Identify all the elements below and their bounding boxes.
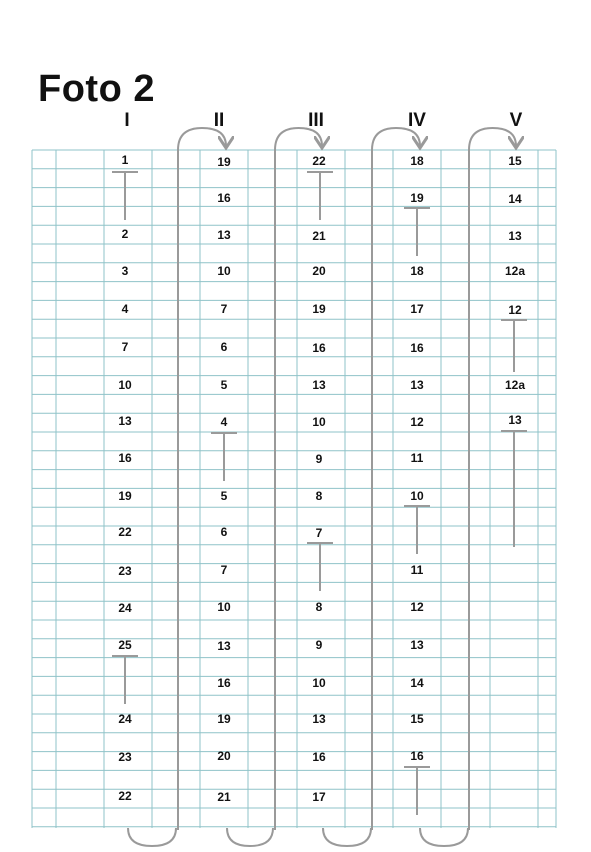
cell-value: 13 [217, 228, 231, 242]
cell-value: 21 [217, 790, 231, 804]
cell-value: 10 [410, 489, 424, 503]
column-header-3: III [308, 110, 324, 131]
cell-value: 12 [508, 303, 522, 317]
cell-value: 7 [220, 563, 228, 577]
cell-value: 5 [220, 378, 228, 392]
cell-value: 14 [508, 192, 522, 206]
cell-value: 18 [410, 264, 424, 278]
cell-value: 24 [118, 712, 132, 726]
column-bottom-connector [420, 828, 468, 846]
cell-value: 8 [315, 600, 323, 614]
cell-value: 7 [315, 526, 323, 540]
cell-value: 16 [312, 341, 326, 355]
cell-value: 4 [121, 302, 129, 316]
cell-value: 22 [312, 154, 326, 168]
cell-value: 13 [118, 414, 132, 428]
cell-value: 10 [312, 415, 326, 429]
cell-value: 19 [217, 712, 231, 726]
cell-value: 10 [118, 378, 132, 392]
cell-value: 19 [410, 191, 424, 205]
column-header-1: I [124, 110, 130, 131]
cell-value: 19 [217, 155, 231, 169]
cell-value: 11 [410, 451, 424, 465]
cell-value: 4 [220, 415, 228, 429]
cell-value: 23 [118, 564, 132, 578]
cell-value: 22 [118, 789, 132, 803]
cell-value: 8 [315, 489, 323, 503]
cell-value: 6 [220, 340, 228, 354]
cell-value: 15 [508, 154, 522, 168]
cell-value: 6 [220, 525, 228, 539]
cell-value: 11 [410, 563, 424, 577]
cell-value: 25 [118, 638, 132, 652]
cell-value: 9 [315, 638, 323, 652]
cell-value: 13 [410, 378, 424, 392]
cell-value: 10 [217, 600, 231, 614]
column-header-4: IV [408, 110, 426, 131]
cell-value: 9 [315, 452, 323, 466]
column-bottom-connector [128, 828, 176, 846]
cell-value: 17 [410, 302, 424, 316]
cell-value: 19 [118, 489, 132, 503]
cell-value: 2 [121, 227, 129, 241]
cell-value: 13 [312, 378, 326, 392]
cell-value: 20 [312, 264, 326, 278]
column-header-2: II [213, 110, 225, 131]
cell-value: 15 [410, 712, 424, 726]
cell-value: 3 [121, 264, 129, 278]
cell-value: 23 [118, 750, 132, 764]
page-title: Foto 2 [38, 68, 155, 110]
cell-value: 21 [312, 229, 326, 243]
cell-value: 20 [217, 749, 231, 763]
cell-value: 16 [312, 750, 326, 764]
cell-value: 12a [504, 378, 526, 392]
cell-value: 16 [118, 451, 132, 465]
cell-value: 12a [504, 264, 526, 278]
cell-value: 13 [410, 638, 424, 652]
cell-value: 22 [118, 525, 132, 539]
column-bottom-connector [227, 828, 273, 846]
cell-value: 7 [121, 340, 129, 354]
cell-value: 13 [508, 229, 522, 243]
cell-value: 19 [312, 302, 326, 316]
column-header-5: V [509, 110, 523, 131]
cell-value: 10 [217, 264, 231, 278]
cell-value: 10 [312, 676, 326, 690]
cell-value: 13 [508, 413, 522, 427]
cell-value: 12 [410, 415, 424, 429]
cell-value: 16 [217, 676, 231, 690]
cell-value: 7 [220, 302, 228, 316]
cell-value: 16 [410, 749, 424, 763]
cell-value: 13 [312, 712, 326, 726]
cell-value: 13 [217, 639, 231, 653]
column-bottom-connector [323, 828, 371, 846]
cell-value: 17 [312, 790, 326, 804]
cell-value: 16 [410, 341, 424, 355]
cell-value: 1 [121, 153, 129, 167]
cell-value: 14 [410, 676, 424, 690]
cell-value: 12 [410, 600, 424, 614]
cell-value: 16 [217, 191, 231, 205]
cell-value: 5 [220, 489, 228, 503]
cell-value: 24 [118, 601, 132, 615]
cell-value: 18 [410, 154, 424, 168]
